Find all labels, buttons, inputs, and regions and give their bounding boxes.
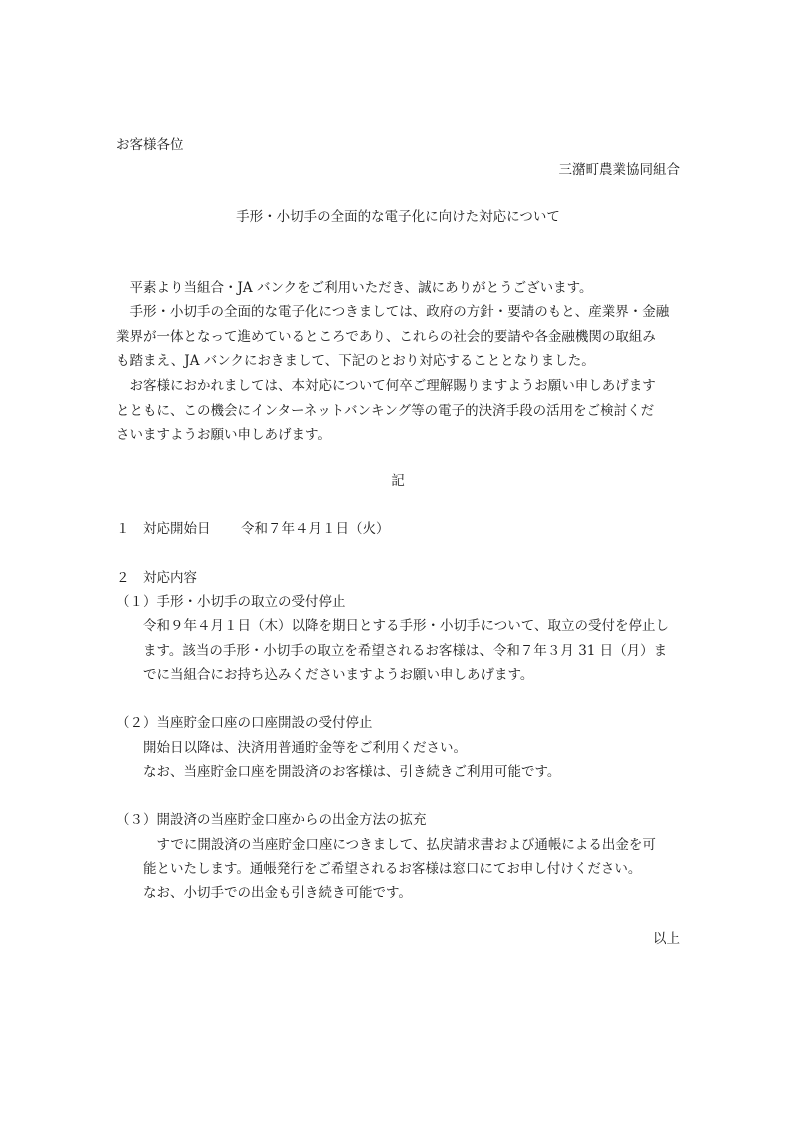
- closing-word: 以上: [653, 931, 680, 947]
- item-line: 能といたします。通帳発行をご希望されるお客様は窓口にてお申し付けください。: [143, 861, 642, 877]
- item-heading: （３）開設済の当座貯金口座からの出金方法の拡充: [116, 812, 427, 828]
- intro-line: も踏まえ、JA バンクにおきまして、下記のとおり対応することとなりました。: [116, 353, 595, 369]
- recipient-line: お客様各位: [116, 137, 184, 153]
- document-title: 手形・小切手の全面的な電子化に向けた対応について: [236, 209, 560, 225]
- item-line: 開始日以降は、決済用普通貯金等をご利用ください。: [143, 740, 467, 756]
- intro-line: とともに、この機会にインターネットバンキング等の電子的決済手段の活用をご検討くだ: [116, 403, 655, 419]
- section2-number: ２: [116, 570, 130, 586]
- item-line: すでに開設済の当座貯金口座につきまして、払戻請求書および通帳による出金を可: [143, 837, 656, 853]
- item-line: なお、当座貯金口座を開設済のお客様は、引き続きご利用可能です。: [143, 764, 561, 780]
- item-line: なお、小切手での出金も引き続き可能です。: [143, 885, 412, 901]
- intro-line: お客様におかれましては、本対応について何卒ご理解賜りますようお願い申しあげます: [116, 378, 656, 394]
- item-heading: （２）当座貯金口座の口座開設の受付停止: [116, 715, 373, 731]
- item-line: ます。該当の手形・小切手の取立を希望されるお客様は、令和７年３月 31 日（月）ま: [143, 643, 668, 659]
- intro-line: 業界が一体となって進めているところであり、これらの社会的要請や各金融機関の取組み: [116, 329, 656, 345]
- ki-heading: 記: [391, 473, 405, 489]
- intro-line: 手形・小切手の全面的な電子化につきましては、政府の方針・要請のもと、産業界・金融: [116, 304, 670, 320]
- sender-name: 三潴町農業協同組合: [558, 162, 680, 178]
- intro-line: さいますようお願い申しあげます。: [116, 427, 331, 443]
- section1-label: 対応開始日: [143, 521, 211, 537]
- item-heading: （１）手形・小切手の取立の受付停止: [116, 594, 346, 610]
- intro-line: 平素より当組合・JA バンクをご利用いただき、誠にありがとうございます。: [116, 280, 593, 296]
- item-line: でに当組合にお持ち込みくださいますようお願い申しあげます。: [143, 667, 534, 683]
- section1-number: １: [116, 521, 130, 537]
- section2-label: 対応内容: [143, 570, 197, 586]
- item-line: 令和９年４月１日（木）以降を期日とする手形・小切手について、取立の受付を停止し: [143, 618, 669, 634]
- section1-value: 令和７年４月１日（火）: [241, 521, 390, 537]
